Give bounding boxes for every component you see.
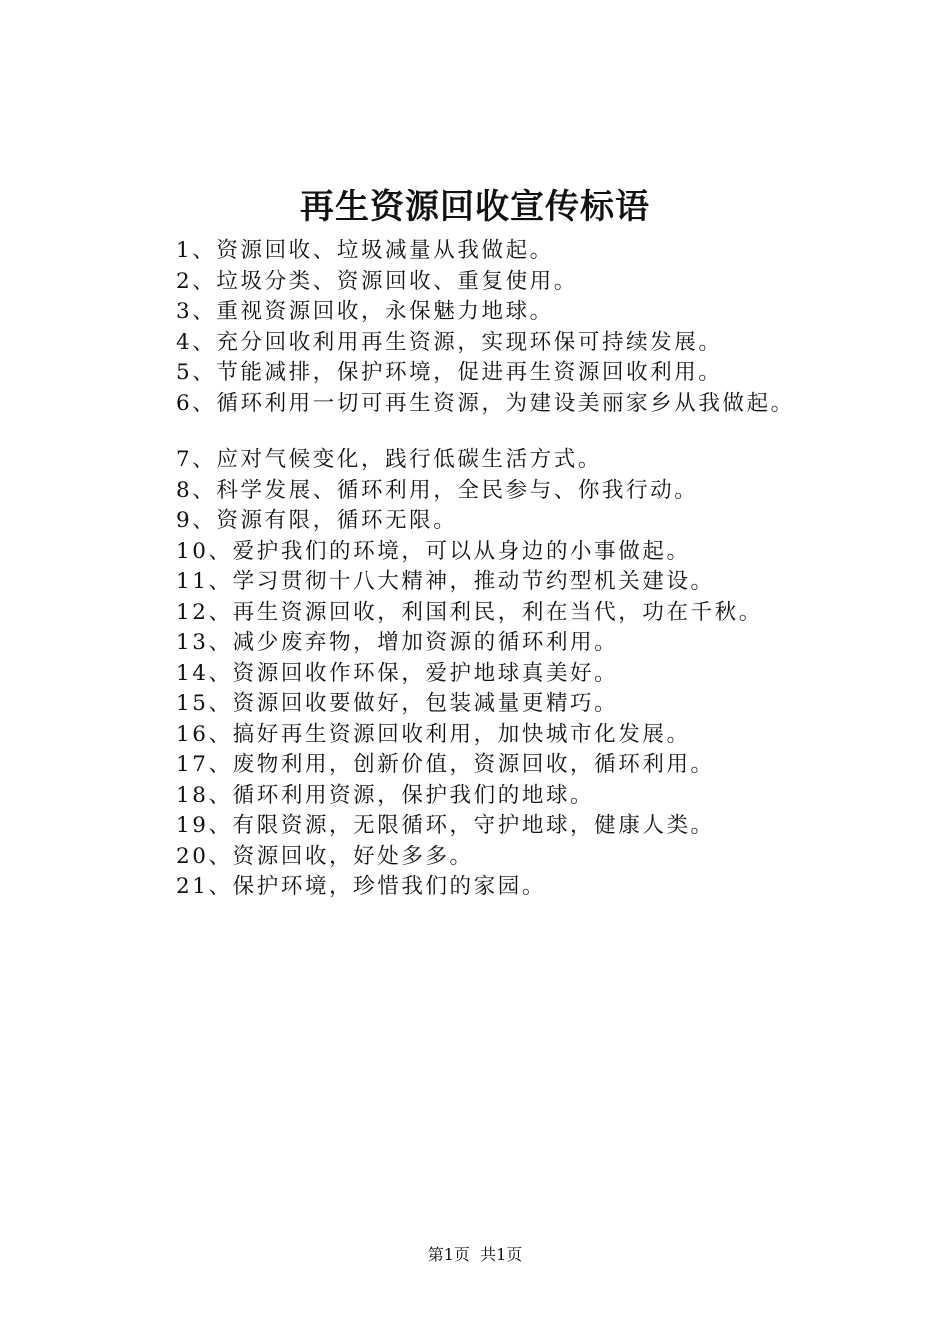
slogan-item: 12、再生资源回收，利国利民，利在当代，功在千秋。 [176, 599, 763, 625]
slogan-item: 16、搞好再生资源回收利用，加快城市化发展。 [176, 721, 691, 747]
slogan-item: 5、节能减排，保护环境，促进再生资源回收利用。 [176, 360, 723, 385]
slogan-item: 21、保护环境，珍惜我们的家园。 [176, 874, 546, 899]
slogan-item: 13、减少废弃物，增加资源的循环利用。 [176, 630, 619, 655]
slogan-item: 17、废物利用，创新价值，资源回收，循环利用。 [176, 752, 715, 777]
slogan-list [176, 236, 936, 903]
slogan-item: 18、循环利用资源，保护我们的地球。 [176, 782, 595, 808]
page-indicator: 第1页 共1页 [427, 1245, 523, 1264]
slogan-item: 6、循环利用一切可再生资源，为建设美丽家乡从我做起。 [176, 390, 795, 416]
slogan-item: 19、有限资源，无限循环，守护地球，健康人类。 [176, 813, 715, 838]
document-title: 再生资源回收宣传标语 [300, 187, 650, 227]
slogan-item: 10、爱护我们的环境，可以从身边的小事做起。 [176, 538, 691, 564]
slogan-item: 2、垃圾分类、资源回收、重复使用。 [176, 268, 578, 294]
slogan-item: 1、资源回收、垃圾减量从我做起。 [176, 238, 554, 263]
slogan-item: 3、重视资源回收，永保魅力地球。 [176, 299, 554, 324]
slogan-item: 14、资源回收作环保，爱护地球真美好。 [176, 660, 619, 686]
slogan-item: 20、资源回收，好处多多。 [176, 843, 474, 869]
page-footer [0, 1243, 950, 1267]
slogan-item: 11、学习贯彻十八大精神，推动节约型机关建设。 [176, 569, 715, 594]
slogan-item: 7、应对气候变化，践行低碳生活方式。 [176, 447, 602, 472]
slogan-item: 15、资源回收要做好，包装减量更精巧。 [176, 691, 619, 716]
slogan-item: 9、资源有限，循环无限。 [176, 508, 458, 533]
slogan-item: 4、充分回收利用再生资源，实现环保可持续发展。 [176, 329, 723, 355]
slogan-item: 8、科学发展、循环利用，全民参与、你我行动。 [176, 477, 699, 503]
